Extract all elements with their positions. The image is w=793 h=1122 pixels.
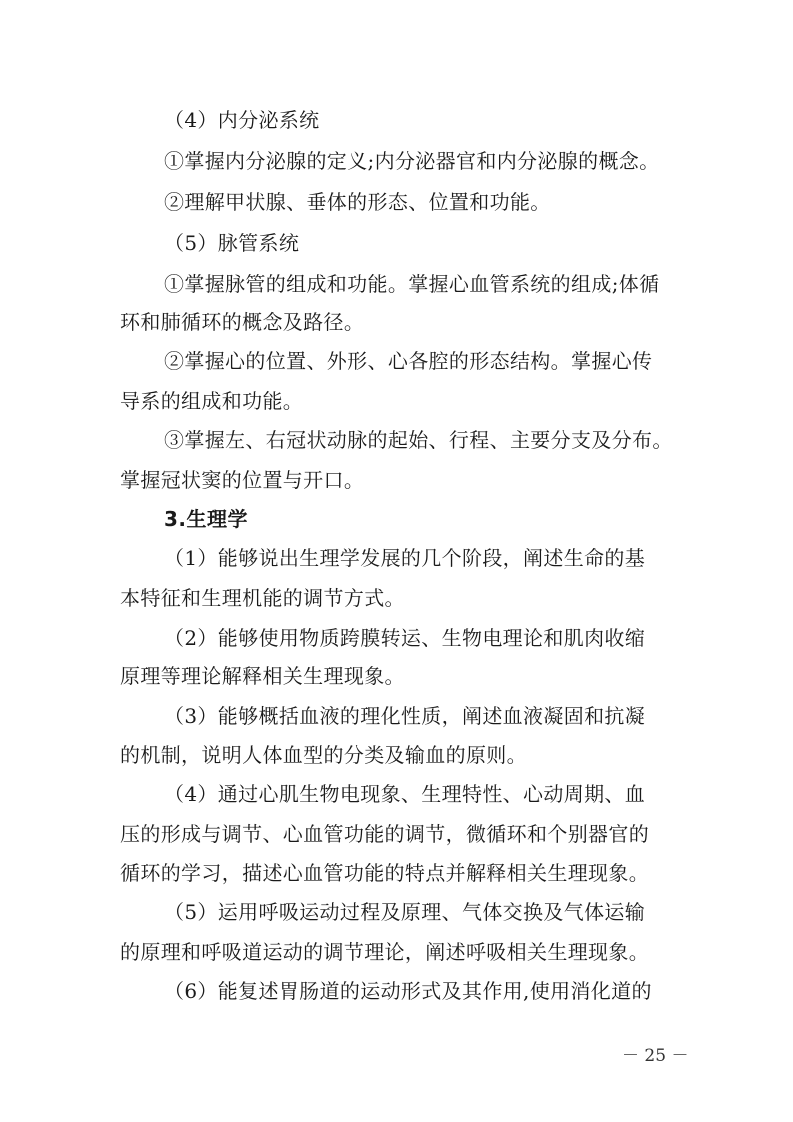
paragraph-line: 的原理和呼吸道运动的调节理论，阐述呼吸相关生理现象。 (120, 940, 650, 964)
paragraph-line: 本特征和生理机能的调节方式。 (120, 586, 405, 610)
paragraph-line: 循环的学习，描述心血管功能的特点并解释相关生理现象。 (120, 861, 650, 885)
paragraph-line: 原理等理论解释相关生理现象。 (120, 664, 405, 688)
paragraph-line: ②掌握心的位置、外形、心各腔的形态结构。掌握心传 (164, 349, 653, 373)
paragraph-line: ②理解甲状腺、垂体的形态、位置和功能。 (164, 190, 551, 214)
paragraph-line: 的机制，说明人体血型的分类及输血的原则。 (120, 743, 527, 767)
paragraph-line: ③掌握左、右冠状动脉的起始、行程、主要分支及分布。 (164, 428, 673, 452)
paragraph-line: ①掌握内分泌腺的定义;内分泌器官和内分泌腺的概念。 (164, 149, 660, 173)
paragraph-line: （3）能够概括血液的理化性质，阐述血液凝固和抗凝 (164, 704, 646, 728)
paragraph-line: （4）通过心肌生物电现象、生理特性、心动周期、血 (164, 782, 646, 806)
page-number: － 25 － (622, 1046, 689, 1066)
paragraph-line: 压的形成与调节、心血管功能的调节，微循环和个别器官的 (120, 822, 650, 846)
subsection-heading-endocrine: （4）内分泌系统 (164, 108, 320, 132)
paragraph-line: （1）能够说出生理学发展的几个阶段，阐述生命的基 (164, 546, 646, 570)
paragraph-line: 导系的组成和功能。 (120, 389, 304, 413)
paragraph-line: 环和肺循环的概念及路径。 (120, 310, 365, 334)
paragraph-line: ①掌握脉管的组成和功能。掌握心血管系统的组成;体循 (164, 272, 660, 296)
paragraph-line: （5）运用呼吸运动过程及原理、气体交换及气体运输 (164, 900, 646, 924)
paragraph-line: 掌握冠状窦的位置与开口。 (120, 468, 365, 492)
paragraph-line: （2）能够使用物质跨膜转运、生物电理论和肌肉收缩 (164, 626, 646, 650)
section-heading-physiology: 3.生理学 (164, 507, 249, 531)
subsection-heading-vascular: （5）脉管系统 (164, 231, 300, 255)
paragraph-line: （6）能复述胃肠道的运动形式及其作用,使用消化道的 (164, 979, 652, 1003)
